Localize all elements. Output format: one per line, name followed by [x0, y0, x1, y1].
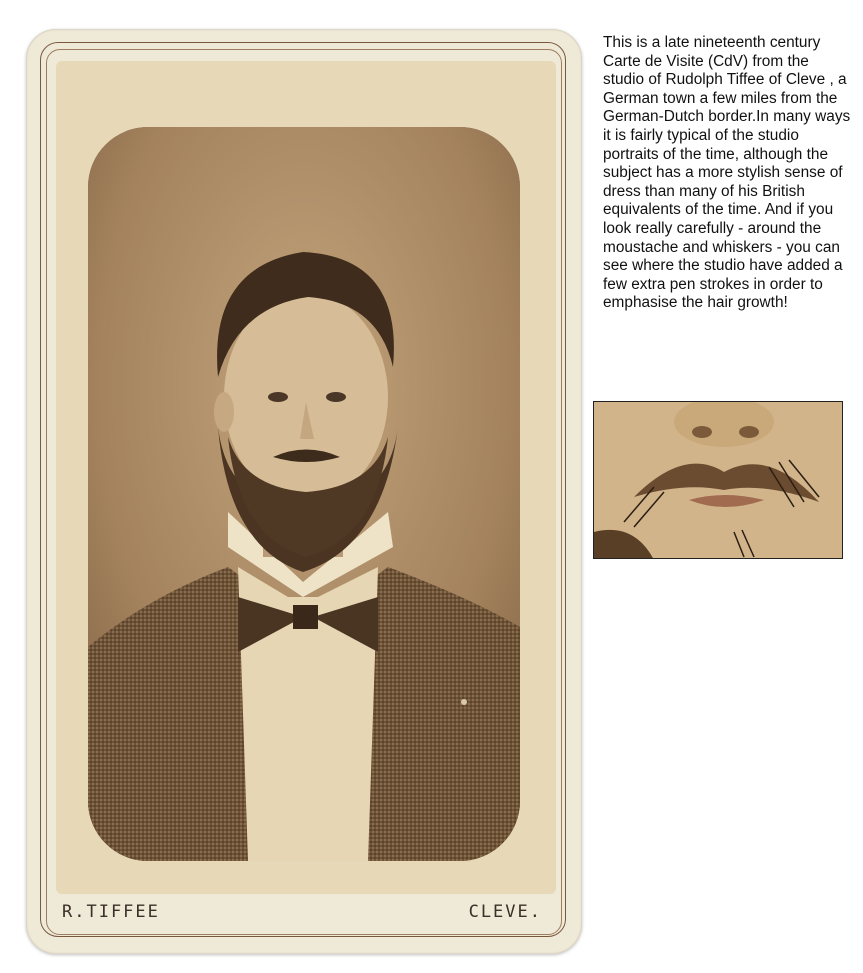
town-imprint: CLEVE. — [468, 902, 542, 922]
carte-de-visite-card — [26, 29, 582, 954]
portrait-illustration — [88, 127, 520, 861]
studio-imprint: R.TIFFEE — [62, 902, 160, 922]
moustache-detail-crop — [593, 401, 843, 559]
portrait-photograph — [88, 127, 520, 861]
moustache-detail-illustration — [594, 402, 843, 559]
caption-text: This is a late nineteenth century Carte de Visite (CdV) from the studio of Rudolph Tiffee of Cleve , a German town a few miles from the German-Dutch border.In many ways it is fairly typical of the studio portraits of the time, although the subject has a more stylish sense of dress than many of his British equivalents of the time. And if you look really carefully - around the moustache and whiskers - you can see where the studio have added a few extra pen strokes in order to emphasise the hair growth! — [603, 34, 851, 312]
